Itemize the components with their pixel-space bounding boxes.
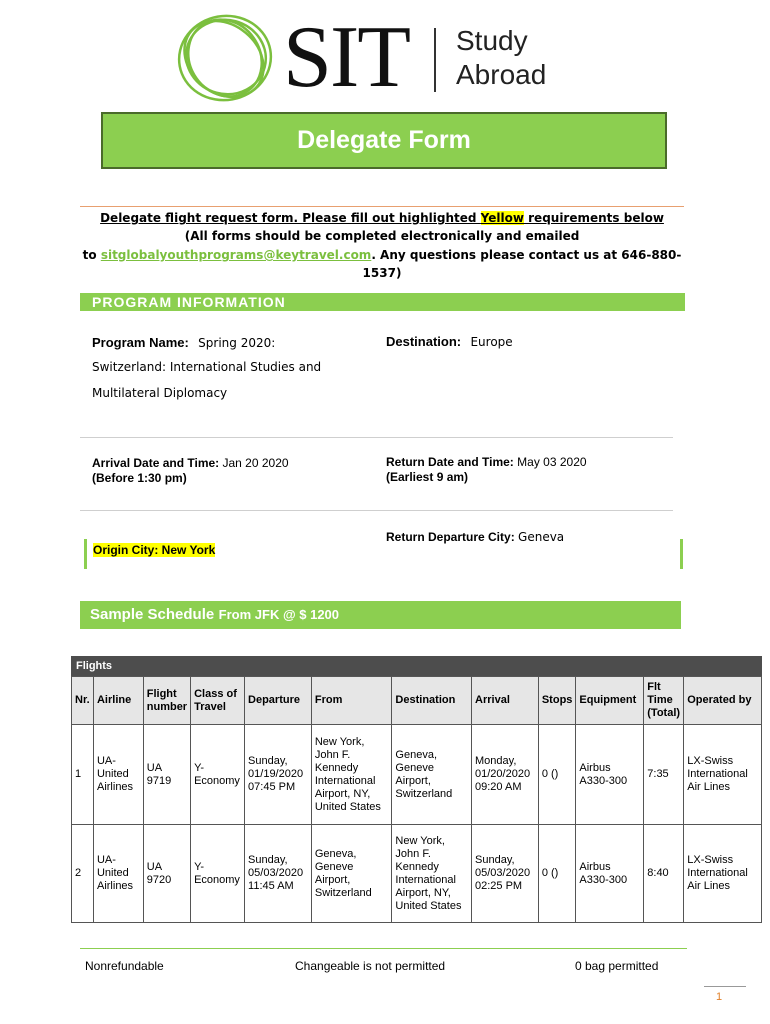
table-cell: UA 9720 <box>143 825 190 923</box>
email-link[interactable]: sitglobalyouthprograms@keytravel.com <box>100 248 372 262</box>
program-name-value-3: Multilateral Diplomacy <box>92 386 228 400</box>
program-name-value-2: Switzerland: International Studies and <box>92 360 322 374</box>
program-name-value: Spring 2020: <box>198 336 276 350</box>
program-section-header: PROGRAM INFORMATION <box>80 293 685 311</box>
table-cell: 1 <box>72 725 94 825</box>
col-header: Destination <box>392 677 472 725</box>
footer-bags: 0 bag permitted <box>575 959 659 973</box>
destination-row <box>386 334 513 350</box>
origin-city-field[interactable] <box>84 539 224 569</box>
schedule-subtitle: From JFK @ $ 1200 <box>218 607 340 622</box>
col-header: Nr. <box>72 677 94 725</box>
table-cell: 0 () <box>538 725 576 825</box>
field-border <box>680 539 683 569</box>
table-cell: Airbus A330-300 <box>576 825 644 923</box>
footer-change: Changeable is not permitted <box>295 959 446 973</box>
table-cell: LX-Swiss International Air Lines <box>684 825 762 923</box>
table-cell: New York, John F. Kennedy International Airport, NY, United States <box>311 725 392 825</box>
table-cell: Y-Economy <box>191 725 245 825</box>
table-cell: Sunday, 01/19/2020 07:45 PM <box>245 725 312 825</box>
intro-text: requirements below <box>523 211 664 225</box>
table-cell: Sunday, 05/03/2020 11:45 AM <box>245 825 312 923</box>
col-header: Class of Travel <box>191 677 245 725</box>
table-cell: LX-Swiss International Air Lines <box>684 725 762 825</box>
intro-text: Delegate flight request form. Please fill out highlighted <box>100 211 481 225</box>
return-city-row <box>386 530 564 545</box>
footer-divider <box>80 948 687 949</box>
table-cell: Airbus A330-300 <box>576 725 644 825</box>
table-cell: UA 9719 <box>143 725 190 825</box>
divider <box>80 206 684 207</box>
col-header: Flight number <box>143 677 190 725</box>
table-row <box>72 825 762 923</box>
arrival-note: (Before 1:30 pm) <box>92 471 187 485</box>
intro-line-1 <box>80 209 684 227</box>
schedule-header <box>80 601 681 629</box>
page-number-rule <box>704 986 746 987</box>
table-cell: 0 () <box>538 825 576 923</box>
arrival-value: Jan 20 2020 <box>222 456 289 470</box>
return-label: Return Date and Time: <box>386 455 514 469</box>
col-header: Airline <box>93 677 143 725</box>
table-cell: Y-Economy <box>191 825 245 923</box>
table-cell: New York, John F. Kennedy International Airport, NY, United States <box>392 825 472 923</box>
sit-logo-icon <box>170 8 280 108</box>
return-city-value: Geneva <box>518 530 565 544</box>
destination-label: Destination: <box>386 334 462 349</box>
table-cell: 7:35 <box>644 725 684 825</box>
logo-brand: SIT <box>283 9 409 106</box>
program-name-label: Program Name: <box>92 335 189 350</box>
return-value: May 03 2020 <box>517 455 587 469</box>
page-number: 1 <box>716 991 723 1003</box>
flights-table <box>71 676 762 923</box>
return-row <box>386 455 587 470</box>
intro-line-3 <box>80 246 684 282</box>
arrival-label: Arrival Date and Time: <box>92 456 220 470</box>
table-cell: UA-United Airlines <box>93 825 143 923</box>
table-cell: Geneva, Geneve Airport, Switzerland <box>392 725 472 825</box>
table-cell: Geneva, Geneve Airport, Switzerland <box>311 825 392 923</box>
table-cell: UA-United Airlines <box>93 725 143 825</box>
intro-text: . Any questions please contact us at 646-880-1537) <box>362 248 682 280</box>
intro-highlight: Yellow <box>480 211 524 225</box>
footer-refund: Nonrefundable <box>85 959 164 973</box>
arrival-row <box>92 456 289 471</box>
return-note: (Earliest 9 am) <box>386 470 469 484</box>
table-cell: 2 <box>72 825 94 923</box>
flights-heading: Flights <box>71 656 762 676</box>
table-row <box>72 725 762 825</box>
col-header: Flt Time (Total) <box>644 677 684 725</box>
form-title: Delegate Form <box>297 126 471 154</box>
col-header: Departure <box>245 677 312 725</box>
origin-city: Origin City: New York <box>93 543 216 557</box>
table-cell: Sunday, 05/03/2020 02:25 PM <box>472 825 539 923</box>
table-cell: 8:40 <box>644 825 684 923</box>
schedule-title: Sample Schedule <box>90 606 215 623</box>
intro-text: to <box>82 248 101 262</box>
col-header: Equipment <box>576 677 644 725</box>
logo-line-abroad: Abroad <box>456 59 547 90</box>
logo-divider <box>434 28 436 92</box>
col-header: Arrival <box>472 677 539 725</box>
col-header: From <box>311 677 392 725</box>
intro-line-2: (All forms should be completed electronically and emailed <box>184 229 580 243</box>
form-title-box <box>101 112 667 169</box>
return-city-label: Return Departure City: <box>386 530 515 544</box>
separator <box>80 437 673 438</box>
col-header: Operated by <box>684 677 762 725</box>
logo-line-study: Study <box>456 25 528 56</box>
separator <box>80 510 673 511</box>
table-header-row <box>72 677 762 725</box>
program-name-row <box>92 335 275 351</box>
col-header: Stops <box>538 677 576 725</box>
destination-value: Europe <box>470 335 513 349</box>
table-cell: Monday, 01/20/2020 09:20 AM <box>472 725 539 825</box>
